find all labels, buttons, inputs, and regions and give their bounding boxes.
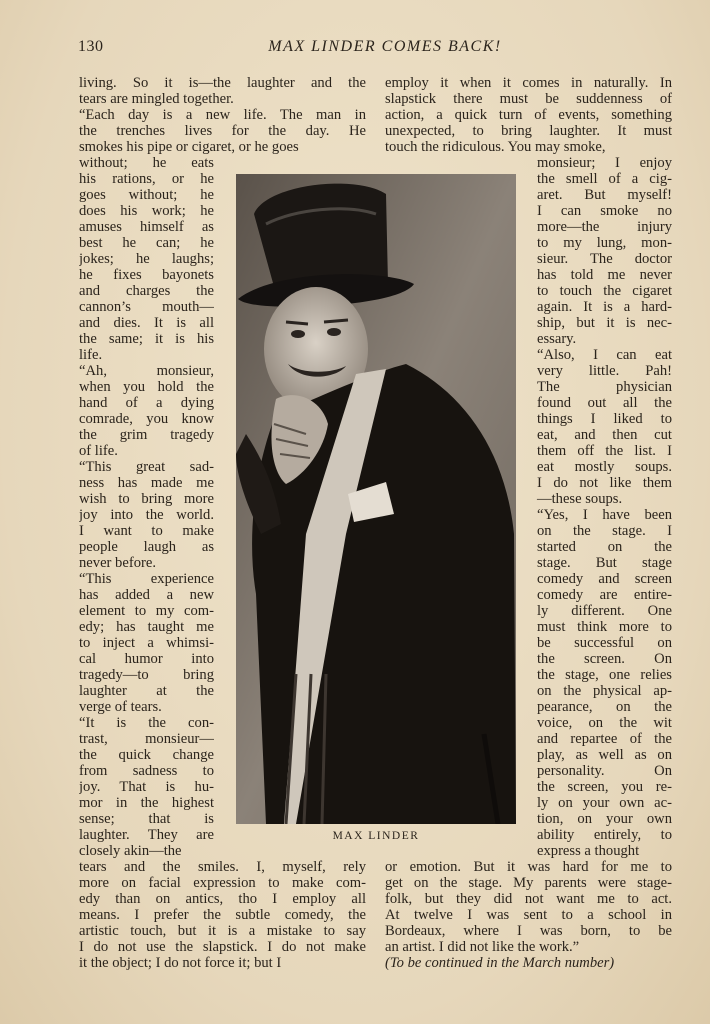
text-line: edy; has taught me — [79, 619, 214, 635]
text-line: “Yes, I have been — [537, 507, 672, 523]
text-line: the stage, one relies — [537, 667, 672, 683]
text-line: tragedy—to bring — [79, 667, 214, 683]
text-line: to touch the cigaret — [537, 283, 672, 299]
text-line: sieur. The doctor — [537, 251, 672, 267]
text-line: edy than on antics, tho I employ all — [79, 891, 366, 907]
text-line: when you hold the — [79, 379, 214, 395]
text-line: I can smoke no — [537, 203, 672, 219]
text-line: ly different. One — [537, 603, 672, 619]
text-line: his rations, or he — [79, 171, 214, 187]
text-line: voice, on the wit — [537, 715, 672, 731]
text-line: it the object; I do not force it; but I — [79, 955, 282, 971]
text-line: he fixes bayonets — [79, 267, 214, 283]
text-line: joy. That is hu- — [79, 779, 214, 795]
portrait-photo — [236, 174, 516, 824]
text-line: mor in the highest — [79, 795, 214, 811]
text-line: and dies. It is all — [79, 315, 214, 331]
continuation-note: (To be continued in the March number) — [385, 955, 615, 971]
text-line: amuses himself as — [79, 219, 214, 235]
running-title: MAX LINDER COMES BACK! — [268, 38, 502, 55]
text-line: “Ah, monsieur, — [79, 363, 214, 379]
text-line: the smell of a cig- — [537, 171, 672, 187]
text-line: Bordeaux, where I was born, to be — [385, 923, 672, 939]
text-line: or emotion. But it was hard for me to — [385, 859, 672, 875]
text-line: pearance, on the — [537, 699, 672, 715]
text-line: best he can; he — [79, 235, 214, 251]
text-line: trast, monsieur— — [79, 731, 214, 747]
text-line: —these soups. — [537, 491, 623, 507]
text-line: I want to make — [79, 523, 214, 539]
text-line: smokes his pipe or cigaret, or he goes — [79, 139, 299, 155]
text-line: started on the — [537, 539, 672, 555]
text-line: essary. — [537, 331, 577, 347]
text-line: At twelve I was sent to a school in — [385, 907, 672, 923]
text-line: does his work; he — [79, 203, 214, 219]
text-line: tears are mingled together. — [79, 91, 234, 107]
text-line: goes without; he — [79, 187, 214, 203]
text-line: the quick change — [79, 747, 214, 763]
text-line: be successful on — [537, 635, 672, 651]
text-line: laughter at the — [79, 683, 214, 699]
text-line: and repartee of the — [537, 731, 672, 747]
text-line: aret. But myself! — [537, 187, 672, 203]
text-line: comedy and screen — [537, 571, 672, 587]
text-line: from sadness to — [79, 763, 214, 779]
text-line: means. I prefer the subtle comedy, the — [79, 907, 366, 923]
text-line: hand of a dying — [79, 395, 214, 411]
text-line: tion, on your own — [537, 811, 672, 827]
text-line: jokes; he laughs; — [79, 251, 214, 267]
text-line: touch the ridiculous. You may smoke, — [385, 139, 606, 155]
text-line: closely akin—the — [79, 843, 182, 859]
page-number: 130 — [78, 38, 104, 55]
text-line: personality. On — [537, 763, 672, 779]
text-line: ability entirely, to — [537, 827, 672, 843]
text-line: living. So it is—the laughter and the — [79, 75, 366, 91]
text-line: verge of tears. — [79, 699, 162, 715]
text-line: and charges the — [79, 283, 214, 299]
text-line: artistic touch, but it is a mistake to say — [79, 923, 366, 939]
text-line: must think more to — [537, 619, 672, 635]
photo-caption: MAX LINDER — [332, 830, 420, 842]
text-line: the same; it is his — [79, 331, 214, 347]
text-line: the screen, you re- — [537, 779, 672, 795]
text-line: joy into the world. — [79, 507, 214, 523]
text-line: laughter. They are — [79, 827, 214, 843]
text-line: to my lung, mon- — [537, 235, 672, 251]
text-line: of life. — [79, 443, 118, 459]
text-line: express a thought — [537, 843, 640, 859]
text-line: “Each day is a new life. The man in — [79, 107, 366, 123]
text-line: comrade, you know — [79, 411, 214, 427]
text-line: wish to bring more — [79, 491, 214, 507]
text-line: get on the stage. My parents were stage- — [385, 875, 672, 891]
text-line: on the stage. I — [537, 523, 672, 539]
text-line: ness has made me — [79, 475, 214, 491]
text-line: “This great sad- — [79, 459, 214, 475]
text-line: life. — [79, 347, 103, 363]
text-line: element to my com- — [79, 603, 214, 619]
text-line: to inject a whimsi- — [79, 635, 214, 651]
text-line: them off the list. I — [537, 443, 672, 459]
text-line: never before. — [79, 555, 156, 571]
text-line: has added a new — [79, 587, 214, 603]
text-line: cannon’s mouth— — [79, 299, 214, 315]
text-line: found out all the — [537, 395, 672, 411]
text-line: more on facial expression to make com- — [79, 875, 366, 891]
text-line: The physician — [537, 379, 672, 395]
text-line: very little. Pah! — [537, 363, 672, 379]
text-line: people laugh as — [79, 539, 214, 555]
text-line: again. It is a hard- — [537, 299, 672, 315]
text-line: eat mostly soups. — [537, 459, 672, 475]
text-line: the trenches lives for the day. He — [79, 123, 366, 139]
text-line: “Also, I can eat — [537, 347, 672, 363]
text-line: the screen. On — [537, 651, 672, 667]
text-line: unexpected, to bring laughter. It must — [385, 123, 672, 139]
text-line: sense; that is — [79, 811, 214, 827]
text-line: has told me never — [537, 267, 672, 283]
text-line: action, a quick turn of events, something — [385, 107, 672, 123]
text-line: the grim tragedy — [79, 427, 214, 443]
text-line: eat, and then cut — [537, 427, 672, 443]
portrait-illustration — [236, 174, 516, 824]
text-line: folk, but they did not want me to act. — [385, 891, 672, 907]
text-line: on the physical ap- — [537, 683, 672, 699]
text-line: “This experience — [79, 571, 214, 587]
text-line: comedy are entire- — [537, 587, 672, 603]
text-line: slapstick there must be suddenness of — [385, 91, 672, 107]
text-line: employ it when it comes in naturally. In — [385, 75, 672, 91]
text-line: ly on your own ac- — [537, 795, 672, 811]
text-line: I do not use the slapstick. I do not make — [79, 939, 366, 955]
text-line: play, as well as on — [537, 747, 672, 763]
text-line: tears and the smiles. I, myself, rely — [79, 859, 366, 875]
text-line: cal humor into — [79, 651, 214, 667]
text-line: more—the injury — [537, 219, 672, 235]
text-line: stage. But stage — [537, 555, 672, 571]
text-line: an artist. I did not like the work.” — [385, 939, 580, 955]
text-line: I do not like them — [537, 475, 672, 491]
text-line: “It is the con- — [79, 715, 214, 731]
text-line: without; he eats — [79, 155, 214, 171]
text-line: ship, but it is nec- — [537, 315, 672, 331]
text-line: things I liked to — [537, 411, 672, 427]
text-line: monsieur; I enjoy — [537, 155, 672, 171]
